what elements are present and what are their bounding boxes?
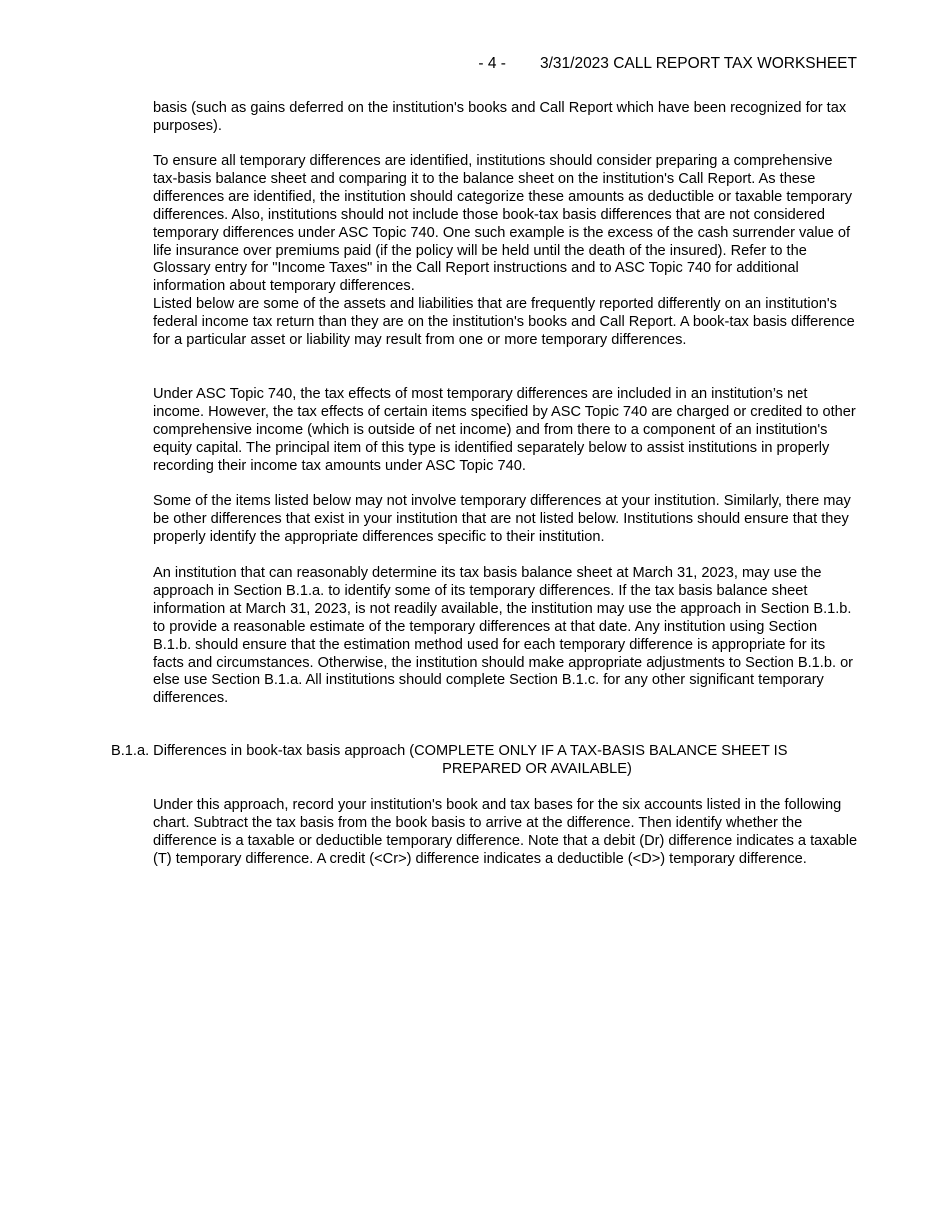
section-heading-line1: B.1.a. Differences in book-tax basis approach (COMPLETE ONLY IF A TAX-BASIS BALANCE SHEET IS <box>111 743 788 759</box>
paragraph-listed-below: Listed below are some of the assets and liabilities that are frequently reported differently on an institution's federal income tax return than they are on the institution's books and Call Report. A book-tax basis difference for a particular asset or liability may result from one or more temporary differences. <box>153 296 855 349</box>
paragraph-under-this-approach: Under this approach, record your institution's book and tax bases for the six accounts listed in the following chart. Subtract the tax basis from the book basis to arrive at the difference. Then identify whether the difference is a taxable or deductible temporary difference. Note that a debit (Dr) difference indicates a taxable (T) temporary difference. A credit (<Cr>) difference indicates a deductible (<D>) temporary difference. <box>153 797 858 867</box>
paragraph-some-items: Some of the items listed below may not involve temporary differences at your institution. Similarly, there may be other differences that exist in your institution that are not listed below. Institutions should ensure that they properly identify the appropriate differences specific to their institution. <box>153 493 851 545</box>
paragraph-approach: An institution that can reasonably determine its tax basis balance sheet at March 31, 2023, may use the approach in Section B.1.a. to identify some of its temporary differences. If the tax basis balance sheet information at March 31, 2023, is not readily available, the institution may use the approach in Section B.1.b. to provide a reasonable estimate of the temporary differences at that date. Any institution using Section B.1.b. should ensure that the estimation method used for each temporary difference is appropriate for its facts and circumstances. Otherwise, the institution should make appropriate adjustments to Section B.1.b. or else use Section B.1.a. All institutions should complete Section B.1.c. for any other significant temporary differences. <box>153 565 854 707</box>
paragraph-group-temporary-differences <box>153 153 859 350</box>
section-heading-b1a <box>111 743 843 779</box>
page-header <box>478 55 857 73</box>
section-heading-line2: PREPARED OR AVAILABLE) <box>442 760 632 777</box>
worksheet-title: 3/31/2023 CALL REPORT TAX WORKSHEET <box>539 55 857 72</box>
paragraph-tax-effects: Under ASC Topic 740, the tax effects of most temporary differences are included in an institution’s net income. However, the tax effects of certain items specified by ASC Topic 740 are charged or credited to other comprehensive income (which is outside of net income) and from there to a component of an institution's equity capital. The principal item of this type is identified separately below to assist institutions in properly recording their income tax amounts under ASC Topic 740. <box>153 386 856 474</box>
paragraph-temporary-differences: To ensure all temporary differences are identified, institutions should consider preparing a comprehensive tax-basis balance sheet and comparing it to the balance sheet on the institution's Call Report. As these differences are identified, the institution should categorize these amounts as deductible or taxable temporary differences. Also, institutions should not include those book-tax basis differences that are not considered temporary differences under ASC Topic 740. One such example is the excess of the cash surrender value of life insurance over premiums paid (if the policy will be held until the death of the insured). Refer to the Glossary entry for "Income Taxes" in the Call Report instructions and to ASC Topic 740 for additional information about temporary differences. <box>153 153 853 295</box>
page-number: - 4 - <box>478 55 506 72</box>
paragraph-continuation: basis (such as gains deferred on the institution's books and Call Report which have been recognized for tax purposes). <box>153 100 847 134</box>
